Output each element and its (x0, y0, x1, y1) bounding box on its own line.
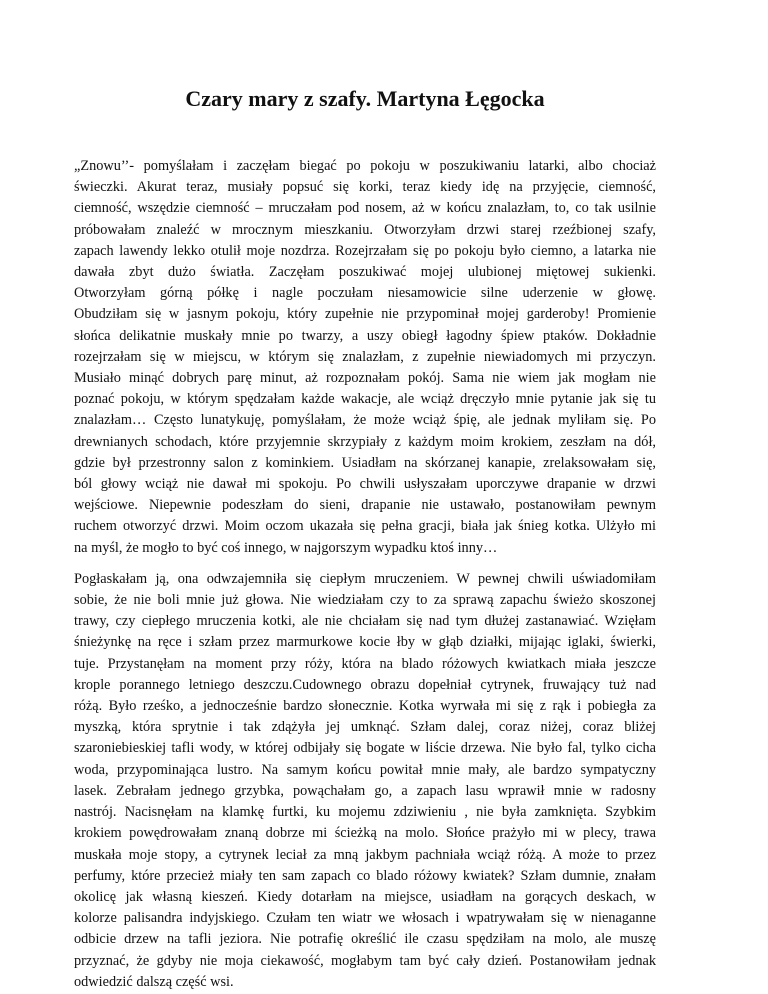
text-line: Otworzyłam górną półkę i nagle poczułam niesamowicie silne uderzenie w głowę. (74, 285, 656, 302)
text-line: trawy, czy ciepłego mruczenia kotki, ale nie chciałam się nad tym dłużej zastanawiać. Wzięłam (74, 613, 656, 630)
text-line: nastrój. Nacisnęłam na klamkę furtki, ku mojemu zdziwieniu , nie była zamknięta. Szybkim (74, 804, 656, 821)
text-line: sobie, że nie boli mnie już głowa. Nie wiedziałam czy to za sprawą zapachu świeżo skoszonej (74, 592, 656, 609)
document-title: Czary mary z szafy. Martyna Łęgocka (185, 86, 545, 111)
text-line: ból głowy wciąż nie dawał mi spokoju. Po chwili usłyszałam uporczywe drapanie w drzwi (74, 476, 656, 493)
paragraph (74, 569, 656, 993)
text-line: znalazłam… Często lunatykuję, pomyślałam, że może wciąż śpię, ale jednak myliłam się. Po (74, 412, 656, 429)
text-line: słońca delikatnie muskały mnie po twarzy, a uszy obiegł łagodny śpiew ptaków. Dokładnie (74, 327, 656, 344)
text-line: na myśl, że mogło to być coś innego, w najgorszym wypadku ktoś inny… (74, 539, 498, 556)
text-line: woda, przypominająca lustro. Na samym końcu powitał mnie mały, ale bardzo sympatyczny (74, 761, 656, 778)
text-line: przyznać, że gdyby nie moja ciekawość, mogłabym tam być cały dzień. Postanowiłam jednak (74, 952, 656, 969)
text-line: gdzie był przestronny salon z kominkiem. Usiadłam na skórzanej kanapie, zrelaksowałam się, (74, 454, 656, 471)
text-line: rozejrzałam się w miejscu, w którym się znalazłam, z zupełnie niewiadomych mi przyczyn. (74, 348, 656, 365)
text-line: perfumy, które przecież miały ten sam zapach co blado różowy kwiatek? Szłam dumnie, znałam (74, 867, 656, 884)
text-line: krokiem powędrowałam znaną dobrze mi ścieżką na molo. Słońce prażyło mi w plecy, trawa (74, 825, 656, 842)
text-line: kolorze palisandra indyjskiego. Czułam ten wiatr we włosach i wpatrywałam się w nienaganne (74, 910, 656, 927)
text-line: drewnianych schodach, które przyjemnie skrzypiały z każdym moim krokiem, zeszłam na dół, (74, 433, 656, 450)
text-line: Obudziłam się w jasnym pokoju, który zupełnie nie przypominał mojej garderoby! Promienie (74, 306, 656, 323)
text-line: zapach lawendy lekko otulił moje nozdrza. Rozejrzałam się po pokoju było ciemno, a latarka nie (74, 242, 656, 259)
text-line: „Znowu’’- pomyślałam i zaczęłam biegać po pokoju w poszukiwaniu latarki, albo chociaż (74, 158, 656, 174)
text-line: Musiało minąć dobrych parę minut, aż rozpoznałam pokój. Sama nie wiem jak mogłam nie (74, 370, 656, 387)
text-line: śnieżynkę na ręce i szłam przez marmurkowe kocie łby w głąb działki, mijając iglaki, świerki, (74, 634, 656, 651)
text-line: dawała zbyt dużo światła. Zaczęłam poszukiwać mojej ulubionej miętowej sukienki. (74, 264, 656, 281)
text-line: próbowałam znaleźć w mrocznym mieszkaniu. Otworzyłam drzwi starej rzeźbionej szafy, (74, 221, 656, 238)
text-line: okolicę jak własną kieszeń. Kiedy dotarłam na miejsce, usiadłam na gorących deskach, w (74, 888, 656, 905)
document-body (74, 156, 656, 993)
text-line: poznać pokoju, w którym spędzałam każde wakacje, ale wciąż dręczyło mnie pytanie jak się tu (74, 391, 656, 408)
text-line: wejściowe. Niepewnie podeszłam do sieni, drapanie nie ustawało, postanowiłam pewnym (74, 497, 656, 514)
text-line: świeczki. Akurat teraz, musiały popsuć się korki, teraz kiedy idę na przyjęcie, ciemność, (74, 179, 656, 196)
text-line: myszką, która sprytnie i tak zdążyła jej umknąć. Szłam dalej, coraz niżej, coraz bliżej (74, 719, 656, 736)
text-line: Pogłaskałam ją, ona odwzajemniła się ciepłym mruczeniem. W pewnej chwili uświadomiłam (74, 570, 656, 587)
text-line: różą. Było rześko, a jednocześnie bardzo słonecznie. Kotka wyrwała mi się z rąk i pobiegła za (74, 698, 656, 715)
text-line: ciemność, wszędzie ciemność – mruczałam pod nosem, aż w końcu znalazłam, to, co tak usilnie (74, 200, 656, 217)
text-line: tuje. Przystanęłam na moment przy róży, która na blado różowych kwiatkach miała jeszcze (74, 655, 656, 672)
text-line: odwiedzić dalszą część wsi. (74, 973, 234, 990)
text-line: lasek. Zebrałam jednego grzybka, powąchałam go, a zapach lasu wprawił mnie w radosny (74, 782, 656, 799)
text-line: muskała moje stopy, a cytrynek leciał za mną jakbym pachniała wciąż różą. A może to przez (74, 846, 656, 863)
text-line: odbicie drzew na tafli jeziora. Nie potrafię określić ile czasu spędziłam na molo, ale muszę (74, 931, 656, 948)
text-line: szaroniebieskiej tafli wody, w której odbijały się bogate w liście drzewa. Nie było fal, tylko cicha (74, 740, 656, 757)
text-line: ruchem otworzyć drzwi. Moim oczom ukazała się pełna gracji, biała jak śnieg kotka. Ulżyło mi (74, 518, 656, 535)
text-line: krople porannego letniego deszczu.Cudownego obrazu dopełniał cytrynek, fruwający tuż nad (74, 676, 656, 693)
paragraph (74, 156, 656, 559)
